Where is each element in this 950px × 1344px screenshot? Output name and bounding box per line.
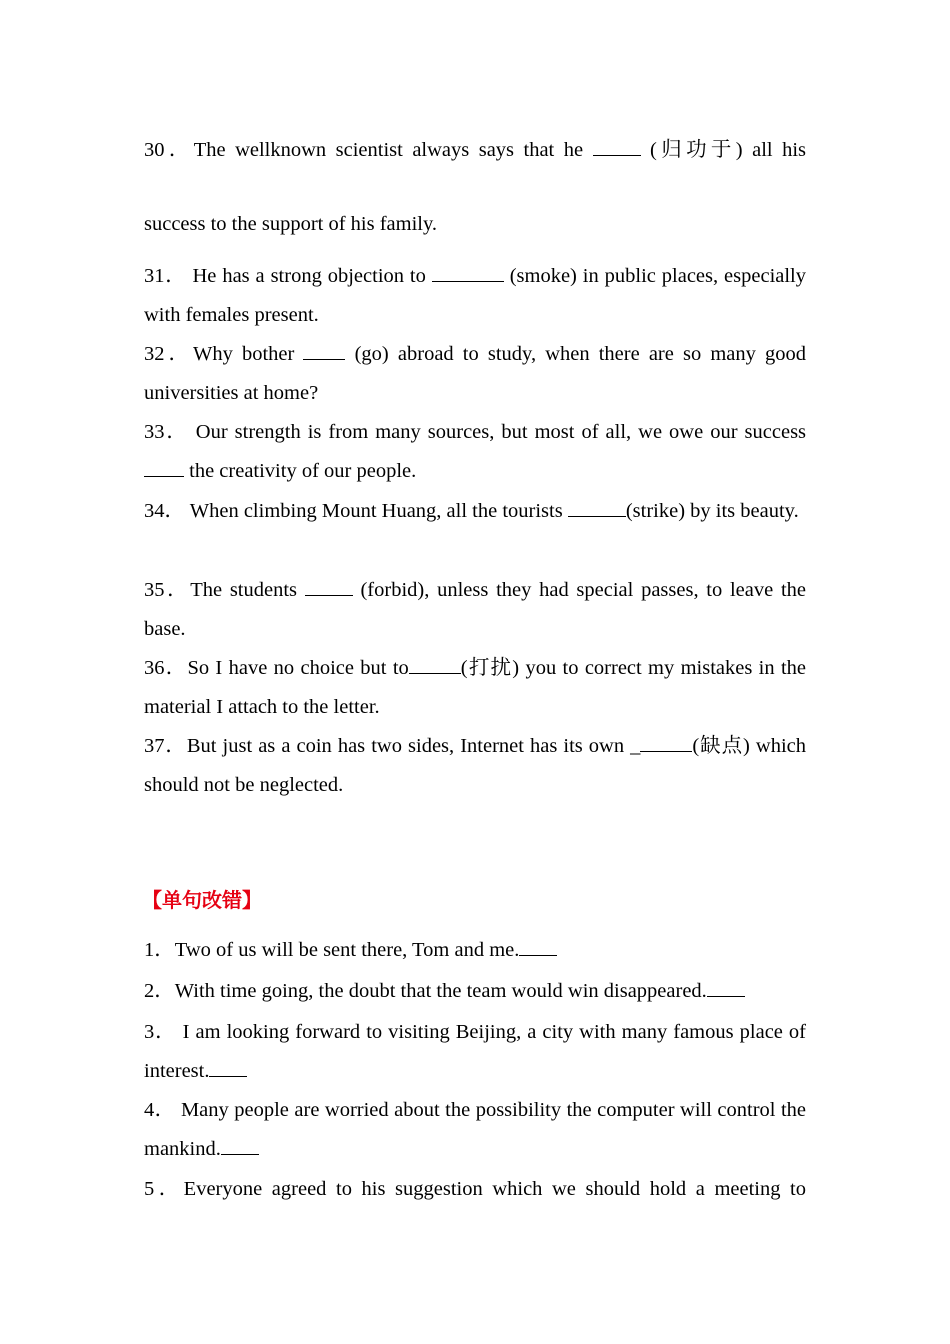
correction-question-2: [144, 972, 806, 1011]
question-text: Two of us will be sent there, Tom and me.: [174, 939, 520, 961]
question-number: 1．: [144, 939, 175, 961]
question-text: (归功于) all his: [640, 139, 806, 161]
question-text: The students: [190, 579, 305, 601]
question-text: When climbing Mount Huang, all the tourists: [189, 500, 568, 522]
question-text: Our strength is from many sources, but most of all, we owe our success: [195, 421, 807, 443]
answer-blank[interactable]: [303, 342, 345, 360]
question-34: [144, 492, 806, 531]
question-35: [144, 571, 806, 649]
question-number: 37．: [144, 735, 187, 757]
question-number: 4．: [144, 1099, 176, 1121]
question-30-continuation: success to the support of his family.: [144, 213, 438, 235]
answer-blank[interactable]: [432, 264, 504, 282]
question-number: 34．: [144, 500, 185, 522]
question-text: So I have no choice but to: [187, 657, 409, 679]
question-30: [144, 131, 806, 170]
question-text: (forbid), unless they had special passes, to leave the base.: [144, 579, 806, 640]
answer-blank[interactable]: [209, 1059, 247, 1077]
answer-blank[interactable]: [144, 459, 184, 477]
correction-question-1: [144, 931, 806, 970]
question-text: Many people are worried about the possibility the computer will control the mankind.: [144, 1099, 806, 1160]
question-number: 31．: [144, 265, 187, 287]
answer-blank[interactable]: [519, 938, 557, 956]
answer-blank[interactable]: [305, 578, 353, 596]
question-number: 36．: [144, 657, 188, 679]
question-number: 5．: [144, 1178, 184, 1200]
question-number: 2．: [144, 980, 175, 1002]
answer-blank[interactable]: [640, 734, 692, 752]
correction-question-5: [144, 1170, 806, 1209]
answer-blank[interactable]: [221, 1137, 259, 1155]
question-number: 33．: [144, 421, 189, 443]
question-32: [144, 335, 806, 413]
question-text: (strike) by its beauty.: [625, 500, 799, 522]
answer-blank[interactable]: [568, 499, 626, 517]
question-text: With time going, the doubt that the team would win disappeared.: [174, 980, 707, 1002]
question-text: Everyone agreed to his suggestion which we should hold a meeting to: [183, 1178, 807, 1200]
answer-blank[interactable]: [409, 656, 461, 674]
question-text: (smoke) in public places, especially with females present.: [144, 265, 807, 326]
question-text: I am looking forward to visiting Beijing, a city with many famous place of interest.: [144, 1021, 807, 1082]
question-37: [144, 727, 806, 805]
question-number: 3．: [144, 1021, 177, 1043]
question-text: The wellknown scientist always says that he: [193, 139, 593, 161]
correction-question-4: [144, 1091, 806, 1169]
question-text: (缺点) which should not be neglected.: [144, 735, 806, 796]
answer-blank[interactable]: [707, 979, 745, 997]
question-number: 32．: [144, 343, 193, 365]
correction-question-3: [144, 1013, 806, 1091]
question-text: the creativity of our people.: [184, 460, 417, 482]
question-text: (go) abroad to study, when there are so many good universities at home?: [144, 343, 806, 404]
question-number: 35．: [144, 579, 191, 601]
question-31: [144, 257, 806, 335]
question-33: [144, 413, 806, 491]
question-number: 30．: [144, 139, 194, 161]
question-36: [144, 649, 806, 727]
question-text: He has a strong objection to: [192, 265, 432, 287]
question-text: (打扰) you to correct my mistakes in the material I attach to the letter.: [144, 657, 807, 718]
answer-blank[interactable]: [593, 138, 641, 156]
question-text: But just as a coin has two sides, Internet has its own _: [186, 735, 641, 757]
question-text: Why bother: [193, 343, 304, 365]
section-title: 【单句改错】: [142, 888, 262, 912]
